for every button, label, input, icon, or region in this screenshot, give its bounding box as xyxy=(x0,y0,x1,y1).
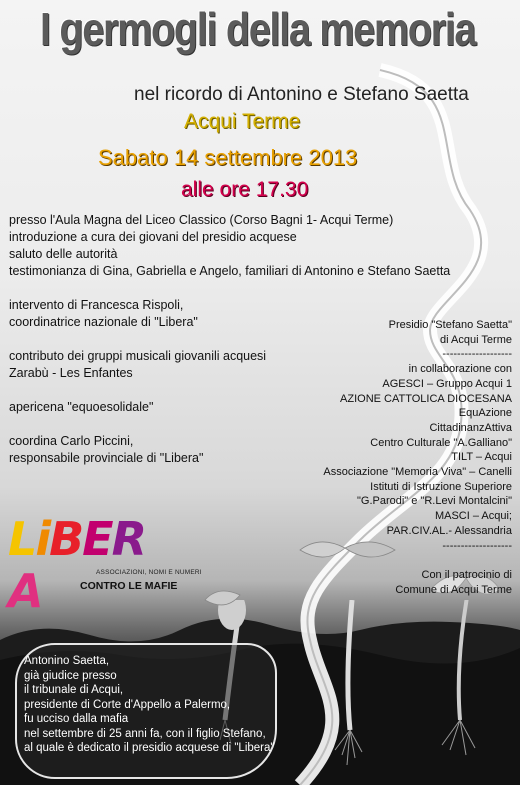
logo-tagline: CONTRO LE MAFIE xyxy=(80,580,178,592)
event-time: alle ore 17.30 xyxy=(181,178,309,201)
logo-subtitle: ASSOCIAZIONI, NOMI E NUMERI xyxy=(96,569,202,576)
organizer-line: di Acqui Terme xyxy=(440,333,512,346)
program-line: apericena "equoesolidale" xyxy=(9,400,154,414)
bio-line: nel settembre di 25 anni fa, con il figlio Stefano, xyxy=(24,727,266,740)
organizer-line: AZIONE CATTOLICA DIOCESANA xyxy=(340,392,512,405)
event-place: Acqui Terme xyxy=(184,110,301,133)
poster-title: I germogli della memoria xyxy=(40,3,476,55)
program-line: coordinatrice nazionale di "Libera" xyxy=(9,315,198,329)
program-line: testimonianza di Gina, Gabriella e Angelo, familiari di Antonino e Stefano Saetta xyxy=(9,264,451,278)
logo-letter: L xyxy=(8,512,36,566)
organizer-line: AGESCI – Gruppo Acqui 1 xyxy=(382,377,512,390)
organizers-list xyxy=(252,318,512,597)
separator-line: ------------------- xyxy=(442,348,512,361)
bio-line: fu ucciso dalla mafia xyxy=(24,713,129,725)
libera-logo-word xyxy=(8,513,168,617)
program-line: presso l'Aula Magna del Liceo Classico (Corso Bagni 1- Acqui Terme) xyxy=(9,213,394,227)
program-line: coordina Carlo Piccini, xyxy=(9,434,134,448)
organizer-line: "G.Parodi" e "R.Levi Montalcini" xyxy=(356,495,512,508)
event-date: Sabato 14 settembre 2013 xyxy=(98,145,358,170)
bio-text xyxy=(24,654,274,756)
organizer-line: Centro Culturale "A.Galliano" xyxy=(370,436,512,449)
organizer-line: Associazione "Memoria Viva" – Canelli xyxy=(323,466,512,479)
program-line: saluto delle autorità xyxy=(9,247,118,261)
patronage-line: Con il patrocinio di xyxy=(421,568,512,581)
program-line: introduzione a cura dei giovani del presidio acquese xyxy=(9,230,297,244)
separator-line: ------------------- xyxy=(442,539,512,552)
bio-line: il tribunale di Acqui, xyxy=(24,684,124,696)
bio-line: presidente di Corte d'Appello a Palermo, xyxy=(24,698,231,711)
program-spacer xyxy=(9,280,450,297)
organizer-spacer xyxy=(252,553,512,568)
bio-line: Antonino Saetta, xyxy=(24,655,110,667)
bio-line: già giudice presso xyxy=(24,669,117,682)
program-line: contributo dei gruppi musicali giovanili acquesi xyxy=(9,349,267,363)
logo-letter: R xyxy=(111,512,146,566)
patronage-line: Comune di Acqui Terme xyxy=(395,583,512,596)
logo-letter: i xyxy=(35,512,50,566)
organizer-line: EquAzione xyxy=(458,407,512,420)
program-line: intervento di Francesca Rispoli, xyxy=(9,298,184,312)
organizer-line: CittadinanzAttiva xyxy=(429,421,512,434)
program-line: responsabile provinciale di "Libera" xyxy=(9,451,204,465)
organizer-line: Istituti di Istruzione Superiore xyxy=(370,480,512,493)
bio-line: al quale è dedicato il presidio acquese di "Libera" xyxy=(24,742,275,754)
program-line: Zarabù - Les Enfantes xyxy=(9,366,133,380)
logo-letter: A xyxy=(8,564,42,618)
organizer-line: TILT – Acqui xyxy=(451,451,512,464)
logo-letter: E xyxy=(82,512,112,566)
logo-letter: B xyxy=(49,512,83,566)
organizer-line: PAR.CIV.AL.- Alessandria xyxy=(386,524,512,537)
organizer-line: Presidio "Stefano Saetta" xyxy=(388,319,512,331)
libera-logo xyxy=(8,512,202,618)
organizer-line: in collaborazione con xyxy=(408,363,512,376)
poster-subtitle: nel ricordo di Antonino e Stefano Saetta xyxy=(134,84,469,105)
organizer-line: MASCI – Acqui; xyxy=(434,510,512,523)
